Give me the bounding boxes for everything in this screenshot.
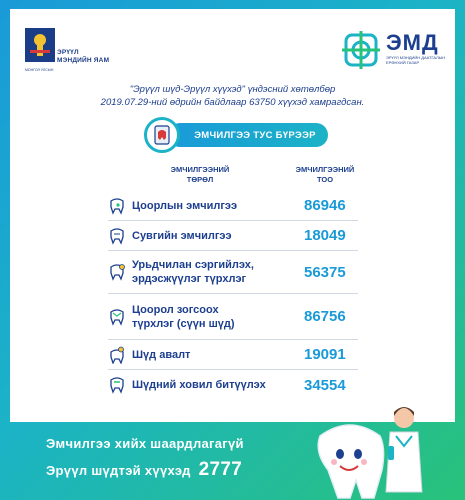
- treatment-row: [108, 294, 358, 340]
- banner-text: Эрүүл шүдтэй хүүхэд: [46, 463, 191, 478]
- column-count-line2: ТОО: [316, 175, 334, 184]
- emd-abbreviation: ЭМД: [386, 30, 439, 55]
- ministry-emblem-icon: [25, 28, 61, 68]
- fissure-seal-icon: [108, 376, 126, 394]
- cavity-tooth-icon: [108, 197, 126, 215]
- treatment-label: [132, 303, 300, 331]
- treatment-count: 18049: [304, 227, 346, 244]
- sealant-tooth-icon: [108, 308, 126, 326]
- treatment-label: [132, 199, 300, 213]
- treatment-label: [132, 258, 300, 286]
- column-count-line1: ЭМЧИЛГЭЭНИЙ: [295, 165, 355, 174]
- ministry-country: МОНГОЛ УЛСЫН: [25, 68, 54, 72]
- ministry-name-line2: МЭНДИЙН ЯАМ: [57, 57, 110, 64]
- treatment-row: [108, 221, 358, 251]
- healthy-children-count: 2777: [198, 459, 243, 480]
- section-header: [144, 117, 329, 153]
- treatment-label-line1: Урьдчилан сэргийлэх,: [132, 259, 254, 271]
- treatment-label-line1: Сувгийн эмчилгээ: [132, 229, 232, 242]
- emd-full-name: ЭРҮҮЛ МЭНДИЙН ДААТГАЛЫН ЕРӨНХИЙ ГАЗАР: [386, 55, 446, 65]
- treatment-label-line2: түрхлэг (сүүн шүд): [132, 317, 235, 330]
- treatment-label: [132, 378, 300, 392]
- intro-line1: "Эрүүл шүд-Эрүүл хүүхэд" үндэсний хөтөлбөр: [129, 84, 336, 95]
- fluoride-tooth-icon: [108, 263, 126, 281]
- extraction-tooth-icon: [108, 346, 126, 364]
- column-header-count: [290, 165, 360, 185]
- banner-line2: [46, 459, 242, 481]
- tooth-mascot-with-dentist-icon: [300, 396, 440, 500]
- section-title: ЭМЧИЛГЭЭ ТУС БҮРЭЭР: [168, 123, 328, 147]
- program-intro: [40, 83, 425, 109]
- ministry-name: [57, 49, 109, 65]
- treatment-row: [108, 191, 358, 221]
- treatment-count: 19091: [304, 346, 346, 363]
- root-canal-tooth-icon: [108, 227, 126, 245]
- treatment-row: [108, 340, 358, 370]
- tooth-clipboard-icon: [144, 117, 180, 153]
- treatment-label-line1: Цоорлын эмчилгээ: [132, 199, 238, 212]
- treatment-label-line1: Цоорол зогсоох: [132, 303, 219, 316]
- column-header-type: [160, 165, 240, 185]
- treatment-label-line1: Шүд авалт: [132, 348, 191, 361]
- ministry-name-line1: ЭРҮҮЛ: [57, 49, 79, 56]
- banner-line1: Эмчилгээ хийх шаардлагагүй: [46, 436, 244, 451]
- treatment-label: [132, 348, 300, 362]
- treatment-label: [132, 229, 300, 243]
- emd-knot-logo-icon: [338, 27, 384, 73]
- column-type-line2: ТӨРӨЛ: [186, 175, 214, 184]
- treatment-count: 86756: [304, 308, 346, 325]
- treatment-label-line1: Шүдний ховил битүүлэх: [132, 379, 266, 391]
- intro-line2: 2019.07.29-ний өдрийн байдлаар 63750 хүүхэд хамрагдсан.: [100, 97, 365, 108]
- treatment-label-line2: эрдэсжүүлэг түрхлэг: [132, 273, 247, 285]
- treatment-count: 34554: [304, 376, 346, 394]
- treatment-count: 86946: [304, 197, 346, 214]
- column-type-line1: ЭМЧИЛГЭЭНИЙ: [170, 165, 230, 174]
- treatment-row: [108, 251, 358, 294]
- treatment-count: 56375: [304, 263, 346, 281]
